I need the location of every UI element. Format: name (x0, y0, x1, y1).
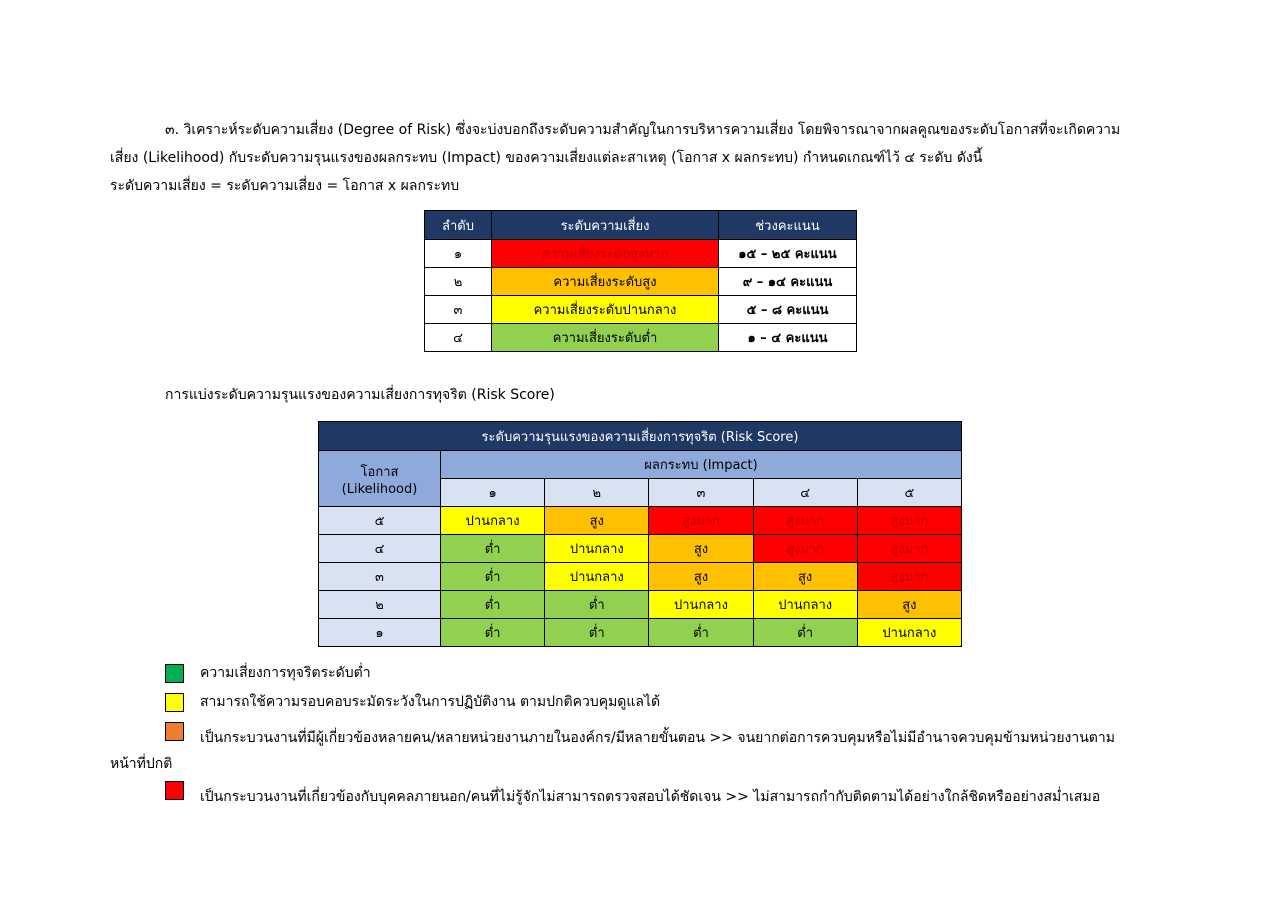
level-cell: ความเสี่ยงระดับสูงมาก (492, 240, 719, 268)
matrix-cell: ปานกลาง (857, 619, 961, 647)
matrix-caption: การแบ่งระดับความรุนแรงของความเสี่ยงการทุจริต (Risk Score) (165, 387, 555, 403)
matrix-cell: ต่ำ (441, 619, 545, 647)
intro-line-1: ๓. วิเคราะห์ระดับความเสี่ยง (Degree of Risk) ซึ่งจะบ่งบอกถึงระดับความสำคัญในการบริหารความเสี่ยง โดยพิจารณาจากผลคูณของระดับโอกาสที่จะเกิดความ (165, 122, 1121, 138)
matrix-cell: ต่ำ (441, 563, 545, 591)
order-cell: ๓ (425, 296, 492, 324)
red-swatch (165, 781, 184, 800)
legend-yellow-text: สามารถใช้ความรอบคอบระมัดระวังในการปฏิบัติงาน ตามปกติควบคุมดูแลได้ (200, 694, 661, 710)
matrix-cell: สูง (545, 507, 649, 535)
likelihood-level: ๑ (319, 619, 441, 647)
intro-formula: ระดับความเสี่ยง = ระดับความเสี่ยง = โอกาส x ผลกระทบ (110, 178, 460, 194)
table-row (425, 240, 857, 268)
matrix-cell: สูงมาก (649, 507, 753, 535)
matrix-cell: ปานกลาง (441, 507, 545, 535)
table-row (425, 296, 857, 324)
matrix-cell: ปานกลาง (545, 535, 649, 563)
orange-swatch (165, 722, 184, 741)
intro-line-2: เสี่ยง (Likelihood) กับระดับความรุนแรงของผลกระทบ (Impact) ของความเสี่ยงแต่ละสาเหตุ (โอกาส x ผลกระทบ) กำหนดเกณฑ์ไว้ ๔ ระดับ ดังนี้ (110, 150, 983, 166)
level-cell: ความเสี่ยงระดับสูง (492, 268, 719, 296)
matrix-title: ระดับความรุนแรงของความเสี่ยงการทุจริต (Risk Score) (319, 422, 962, 451)
level-cell: ความเสี่ยงระดับปานกลาง (492, 296, 719, 324)
matrix-row (319, 591, 962, 619)
impact-level: ๒ (545, 479, 649, 507)
table-row (425, 324, 857, 352)
matrix-cell: สูง (857, 591, 961, 619)
impact-level: ๓ (649, 479, 753, 507)
matrix-row (319, 535, 962, 563)
legend-green-text: ความเสี่ยงการทุจริตระดับต่ำ (200, 665, 371, 681)
matrix-row (319, 619, 962, 647)
matrix-cell: สูงมาก (857, 535, 961, 563)
impact-level: ๔ (753, 479, 857, 507)
risk-level-table (424, 210, 857, 352)
table-row (425, 268, 857, 296)
legend-red (165, 778, 1100, 808)
header-order: ลำดับ (425, 211, 492, 240)
matrix-cell: ต่ำ (441, 591, 545, 619)
level-cell: ความเสี่ยงระดับต่ำ (492, 324, 719, 352)
matrix-row (319, 563, 962, 591)
risk-score-matrix (318, 421, 962, 647)
range-cell: ๙ – ๑๔ คะแนน (719, 268, 857, 296)
green-swatch (165, 664, 184, 683)
matrix-cell: ปานกลาง (545, 563, 649, 591)
order-cell: ๔ (425, 324, 492, 352)
impact-level: ๕ (857, 479, 961, 507)
likelihood-level: ๕ (319, 507, 441, 535)
matrix-cell: สูงมาก (753, 507, 857, 535)
impact-level: ๑ (441, 479, 545, 507)
matrix-cell: ต่ำ (441, 535, 545, 563)
range-cell: ๑ – ๔ คะแนน (719, 324, 857, 352)
range-cell: ๕ – ๘ คะแนน (719, 296, 857, 324)
legend-green (165, 662, 371, 684)
legend-yellow (165, 691, 660, 713)
matrix-cell: ปานกลาง (649, 591, 753, 619)
matrix-cell: ต่ำ (545, 619, 649, 647)
legend-orange-text-cont: หน้าที่ปกติ (110, 756, 173, 772)
matrix-cell: สูง (649, 535, 753, 563)
matrix-cell: สูงมาก (753, 535, 857, 563)
header-score-range: ช่วงคะแนน (719, 211, 857, 240)
matrix-cell: สูง (649, 563, 753, 591)
header-risk-level: ระดับความเสี่ยง (492, 211, 719, 240)
likelihood-label: โอกาส (360, 464, 399, 480)
matrix-cell: สูงมาก (857, 563, 961, 591)
legend-red-text: เป็นกระบวนงานที่เกี่ยวข้องกับบุคคลภายนอก/คนที่ไม่รู้จักไม่สามารถตรวจสอบได้ชัดเจน >> ไม่สามารถกำกับติดตามได้อย่างใกล้ชิดหรืออย่างสม่ำเสมอ (200, 789, 1101, 805)
legend-orange (165, 719, 1115, 749)
legend-orange-text: เป็นกระบวนงานที่มีผู้เกี่ยวข้องหลายคน/หลายหน่วยงานภายในองค์กร/มีหลายขั้นตอน >> จนยากต่อการควบคุมหรือไม่มีอำนาจควบคุมข้ามหน่วยงานตาม (200, 730, 1115, 746)
likelihood-level: ๔ (319, 535, 441, 563)
matrix-cell: ปานกลาง (753, 591, 857, 619)
order-cell: ๒ (425, 268, 492, 296)
range-cell: ๑๕ – ๒๕ คะแนน (719, 240, 857, 268)
order-cell: ๑ (425, 240, 492, 268)
matrix-cell: ต่ำ (753, 619, 857, 647)
yellow-swatch (165, 693, 184, 712)
matrix-cell: ต่ำ (545, 591, 649, 619)
likelihood-level: ๓ (319, 563, 441, 591)
matrix-cell: สูงมาก (857, 507, 961, 535)
matrix-row (319, 507, 962, 535)
matrix-cell: สูง (753, 563, 857, 591)
likelihood-header (319, 451, 441, 507)
likelihood-level: ๒ (319, 591, 441, 619)
impact-header: ผลกระทบ (Impact) (441, 451, 962, 479)
likelihood-label-en: (Likelihood) (341, 481, 418, 497)
matrix-cell: ต่ำ (649, 619, 753, 647)
